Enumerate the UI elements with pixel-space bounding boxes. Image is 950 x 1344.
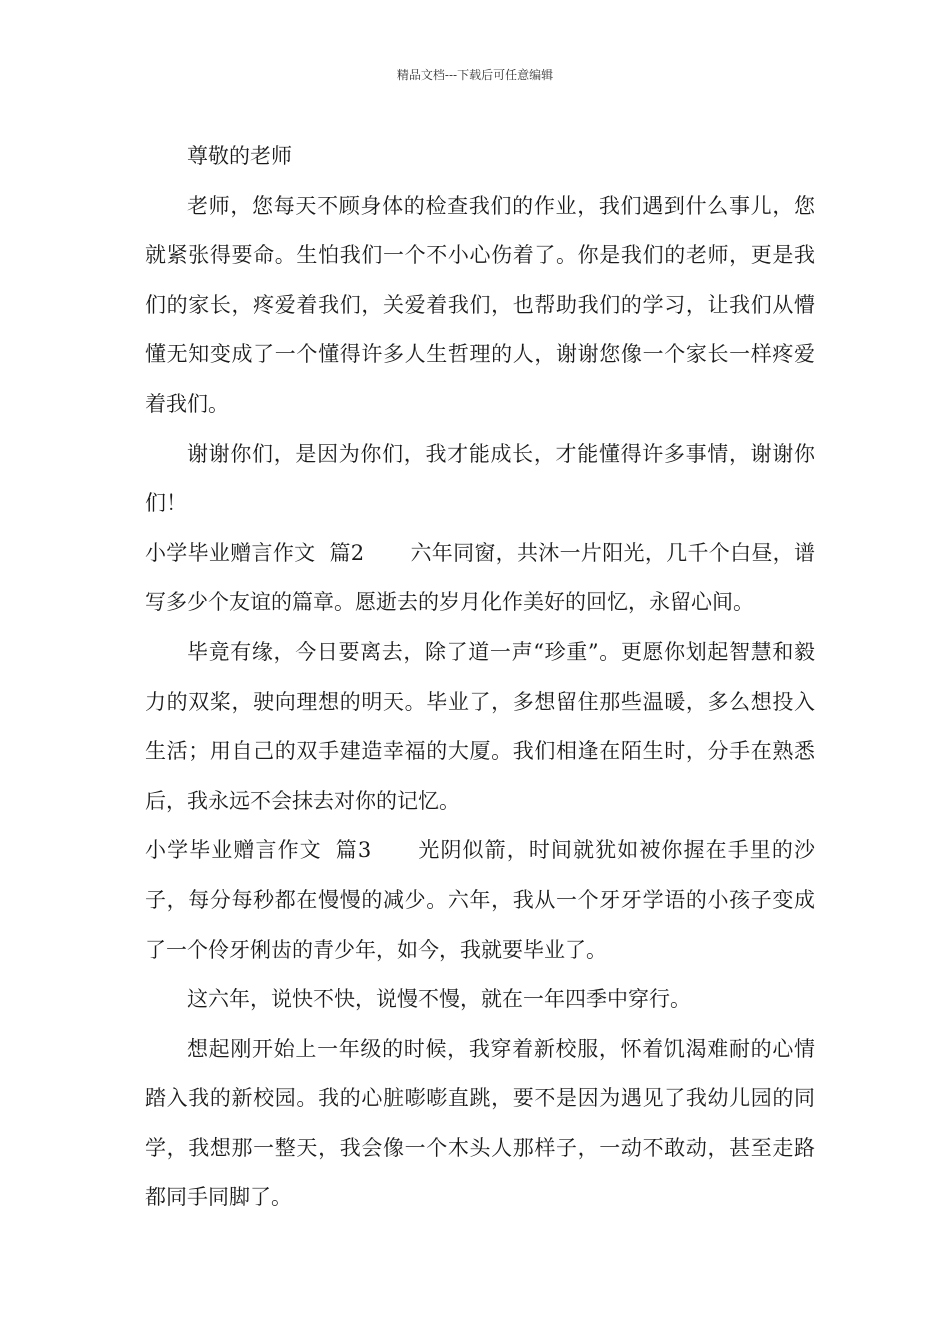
section-3-text: 光阴似箭，时间就犹如被你握在手里的沙子，每分每秒都在慢慢的减少。六年，我从一个牙牙学语的小孩子变成了一个伶牙俐齿的青少年，如今，我就要毕业了。 [145,838,815,962]
body-paragraph-2: 谢谢你们，是因为你们，我才能成长，才能懂得许多事情，谢谢你们！ [145,441,815,516]
section-2-paragraph [145,529,815,628]
section-2-number: 篇2 [329,540,365,565]
body-paragraph-3: 毕竟有缘，今日要离去，除了道一声“珍重”。更愿你划起智慧和毅力的双桨，驶向理想的明天。毕业了，多想留住那些温暖，多么想投入生活；用自己的双手建造幸福的大厦。我们相逢在陌生时，分手在熟悉后，我永远不会抹去对你的记忆。 [145,639,815,813]
section-3-number: 篇3 [335,838,372,863]
salutation-paragraph: 尊敬的老师 [187,144,292,168]
section-2-text: 六年同窗，共沐一片阳光，几千个白昼，谱写多少个友谊的篇章。愿逝去的岁月化作美好的回忆，永留心间。 [145,540,815,615]
body-paragraph-4: 这六年，说快不快，说慢不慢，就在一年四季中穿行。 [187,987,691,1012]
document-body [145,132,815,1223]
section-3-title: 小学毕业赠言作文 [145,838,322,863]
section-3-paragraph [145,826,815,975]
section-2-title: 小学毕业赠言作文 [145,540,316,565]
body-paragraph-5: 想起刚开始上一年级的时候，我穿着新校服，怀着饥渴难耐的心情踏入我的新校园。我的心脏嘭嘭直跳，要不是因为遇见了我幼儿园的同学，我想那一整天，我会像一个木头人那样子，一动不敢动，甚至走路都同手同脚了。 [145,1036,815,1210]
body-paragraph-1: 老师，您每天不顾身体的检查我们的作业，我们遇到什么事儿，您就紧张得要命。生怕我们一个不小心伤着了。你是我们的老师，更是我们的家长，疼爱着我们，关爱着我们，也帮助我们的学习，让我们从懵懂无知变成了一个懂得许多人生哲理的人，谢谢您像一个家长一样疼爱着我们。 [145,193,815,416]
page-header: 精品文档---下载后可任意编辑 [396,68,554,82]
